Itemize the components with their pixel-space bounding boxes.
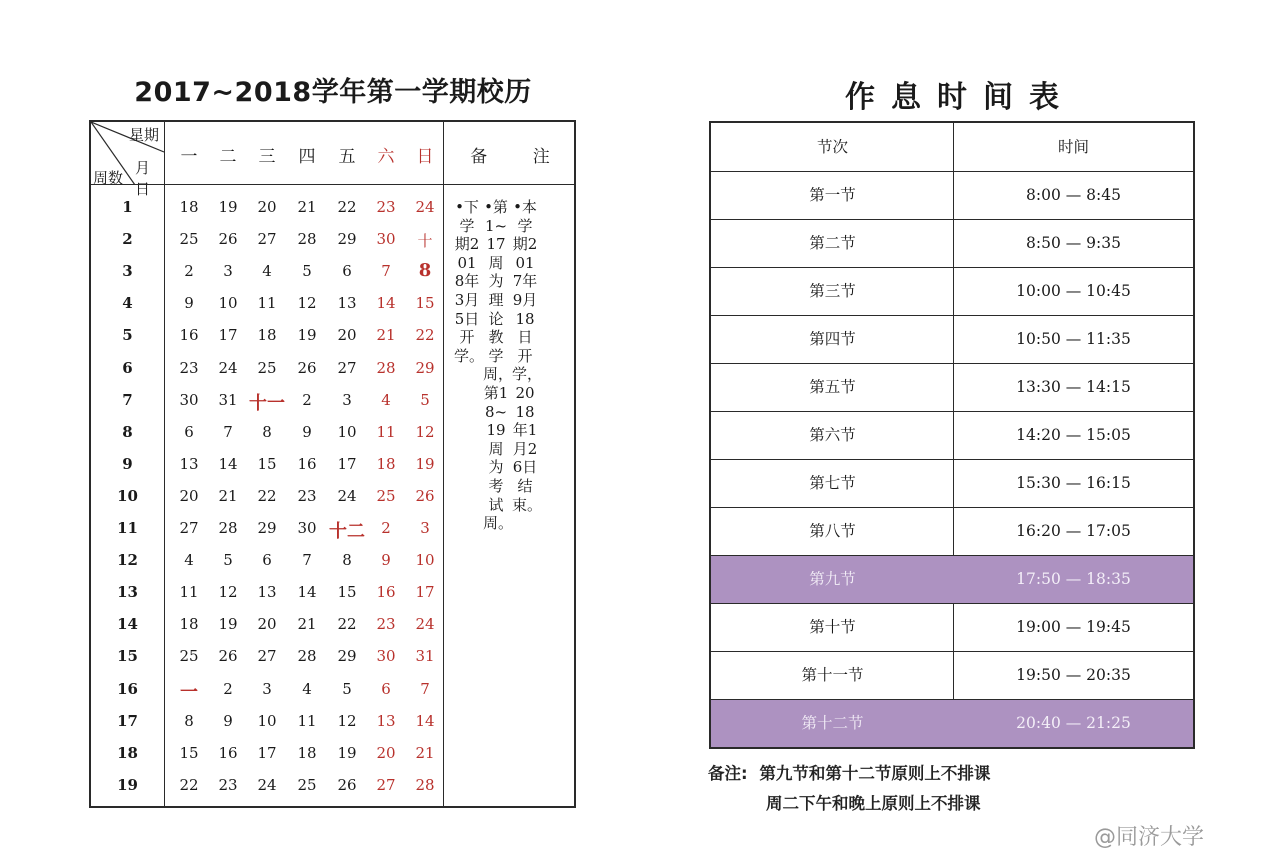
date-cell: 5 xyxy=(223,551,233,570)
date-cell: 18 xyxy=(257,326,277,345)
date-cell: 12 xyxy=(297,294,317,313)
week-number: 9 xyxy=(122,454,133,473)
date-cell: 22 xyxy=(337,198,357,216)
date-cell: 27 xyxy=(257,647,277,666)
notes-label: 备注: xyxy=(708,764,748,783)
period-time: 14:20 — 15:05 xyxy=(1016,426,1131,444)
period-time: 15:30 — 16:15 xyxy=(1016,474,1131,492)
date-cell: 5 xyxy=(342,679,352,698)
date-cell: 7 xyxy=(420,679,430,698)
schedule-row-divider xyxy=(711,267,1193,268)
schedule-row xyxy=(711,603,1193,651)
date-cell: 16 xyxy=(179,326,199,345)
date-cell: 2 xyxy=(302,390,312,409)
period-name: 第十节 xyxy=(809,618,856,636)
schedule-row xyxy=(711,315,1193,363)
date-cell: 12 xyxy=(415,422,435,441)
date-cell: 31 xyxy=(218,390,238,409)
week-number: 18 xyxy=(117,743,138,762)
date-cell: 31 xyxy=(415,647,435,666)
schedule-row-divider xyxy=(711,555,1193,556)
week-number: 1 xyxy=(122,198,133,216)
remark-column-2: •第1~17周为理论教学周，第18~19周为考试周。 xyxy=(483,198,514,533)
date-cell: 4 xyxy=(381,390,391,409)
month-marker-cell: 十二 xyxy=(329,521,365,542)
period-name: 第二节 xyxy=(809,234,856,252)
date-cell: 7 xyxy=(302,551,312,570)
date-cell: 16 xyxy=(376,583,396,602)
period-name: 第八节 xyxy=(809,522,856,540)
date-cell: 18 xyxy=(179,198,199,216)
date-cell: 21 xyxy=(376,326,396,345)
divider-header xyxy=(91,184,574,185)
schedule-row-divider xyxy=(711,651,1193,652)
date-cell: 6 xyxy=(184,422,194,441)
date-cell: 26 xyxy=(218,230,238,249)
date-cell: 28 xyxy=(297,230,317,249)
date-cell: 10 xyxy=(337,422,357,441)
schedule-row-divider xyxy=(711,459,1193,460)
date-cell: 13 xyxy=(337,294,357,313)
schedule-row xyxy=(711,411,1193,459)
date-cell: 12 xyxy=(337,711,357,730)
divider-remarks xyxy=(443,122,444,806)
notes-line-2: 周二下午和晚上原则上不排课 xyxy=(766,794,981,813)
date-cell: 18 xyxy=(179,615,199,634)
period-name: 第七节 xyxy=(809,474,856,492)
date-cell: 14 xyxy=(218,454,238,473)
period-time: 8:00 — 8:45 xyxy=(1026,186,1121,204)
header-period: 节次 xyxy=(816,138,848,156)
calendar-corner-header xyxy=(91,122,164,198)
date-cell: 9 xyxy=(184,294,194,313)
schedule-table xyxy=(709,121,1195,749)
date-cell: 25 xyxy=(179,647,199,666)
date-cell: 15 xyxy=(415,294,435,313)
date-cell: 15 xyxy=(337,583,357,602)
date-cell: 18 xyxy=(376,454,396,473)
schedule-row-divider xyxy=(711,315,1193,316)
month-marker-cell: 8 xyxy=(418,260,432,282)
date-cell: 13 xyxy=(376,711,396,730)
date-cell: 13 xyxy=(257,583,277,602)
date-cell: 28 xyxy=(218,519,238,537)
week-number: 11 xyxy=(117,519,138,537)
corner-label-week-number: 周数 xyxy=(93,169,124,187)
date-cell: 17 xyxy=(337,454,357,473)
period-time: 20:40 — 21:25 xyxy=(1016,714,1131,732)
date-cell: 11 xyxy=(297,711,317,730)
schedule-row xyxy=(711,219,1193,267)
schedule-row xyxy=(711,363,1193,411)
week-number: 3 xyxy=(122,262,133,281)
date-cell: 25 xyxy=(297,775,317,794)
date-cell: 29 xyxy=(337,230,357,249)
date-cell: 2 xyxy=(184,262,194,281)
week-number: 5 xyxy=(122,326,133,345)
date-cell: 21 xyxy=(218,486,238,505)
period-name: 第九节 xyxy=(809,570,856,588)
date-cell: 21 xyxy=(415,743,435,762)
date-cell: 11 xyxy=(376,422,396,441)
schedule-row-divider xyxy=(711,363,1193,364)
period-name: 第六节 xyxy=(809,426,856,444)
date-cell: 10 xyxy=(257,711,277,730)
date-cell: 27 xyxy=(376,775,396,794)
week-number: 7 xyxy=(122,390,133,409)
schedule-row-divider xyxy=(711,507,1193,508)
period-name: 第十二节 xyxy=(801,714,864,732)
date-cell: 6 xyxy=(342,262,352,281)
date-cell: 19 xyxy=(218,615,238,634)
date-cell: 19 xyxy=(415,454,435,473)
date-cell: 5 xyxy=(420,390,430,409)
date-cell: 22 xyxy=(415,326,435,345)
header-time: 时间 xyxy=(1057,138,1089,156)
period-time: 19:50 — 20:35 xyxy=(1016,666,1131,684)
date-cell: 24 xyxy=(415,198,435,216)
schedule-row xyxy=(711,171,1193,219)
date-cell: 30 xyxy=(179,390,199,409)
date-cell: 20 xyxy=(257,615,277,634)
date-cell: 24 xyxy=(415,615,435,634)
date-cell: 20 xyxy=(179,486,199,505)
schedule-row xyxy=(711,459,1193,507)
day-header-3: 三 xyxy=(258,147,276,167)
remark-column-3: •下学期2018年3月5日开学。 xyxy=(454,198,485,365)
schedule-row-divider xyxy=(711,219,1193,220)
date-cell: 29 xyxy=(337,647,357,666)
date-cell: 25 xyxy=(376,486,396,505)
date-cell: 19 xyxy=(297,326,317,345)
date-cell: 10 xyxy=(218,294,238,313)
date-cell: 12 xyxy=(218,583,238,602)
date-cell: 19 xyxy=(337,743,357,762)
date-cell: 18 xyxy=(297,743,317,762)
day-header-5: 五 xyxy=(338,147,356,167)
date-cell: 3 xyxy=(420,519,430,537)
date-cell: 28 xyxy=(415,775,435,794)
date-cell: 29 xyxy=(257,519,277,537)
week-number: 8 xyxy=(122,422,133,441)
date-cell: 2 xyxy=(381,519,391,537)
calendar-title: 2017~2018学年第一学期校历 xyxy=(134,77,532,108)
day-header-2: 二 xyxy=(219,147,237,167)
week-number: 4 xyxy=(122,294,133,313)
date-cell: 29 xyxy=(415,358,435,377)
date-cell: 14 xyxy=(415,711,435,730)
date-cell: 8 xyxy=(262,422,272,441)
date-cell: 十 xyxy=(417,232,433,251)
date-cell: 10 xyxy=(415,551,435,570)
date-cell: 23 xyxy=(376,615,396,634)
remark-column-1: •本学期2017年9月18日开学，2018年1月26日结束。 xyxy=(512,198,543,514)
period-name: 第十一节 xyxy=(801,666,864,684)
date-cell: 20 xyxy=(376,743,396,762)
week-number: 17 xyxy=(117,711,138,730)
week-number: 6 xyxy=(122,358,133,377)
date-cell: 24 xyxy=(337,486,357,505)
period-time: 19:00 — 19:45 xyxy=(1016,618,1131,636)
period-name: 第一节 xyxy=(809,186,856,204)
date-cell: 23 xyxy=(218,775,238,794)
date-cell: 17 xyxy=(257,743,277,762)
date-cell: 27 xyxy=(179,519,199,537)
date-cell: 25 xyxy=(257,358,277,377)
date-cell: 26 xyxy=(218,647,238,666)
date-cell: 11 xyxy=(257,294,277,313)
date-cell: 5 xyxy=(302,262,312,281)
week-number: 14 xyxy=(117,615,138,634)
period-name: 第四节 xyxy=(809,330,856,348)
date-cell: 3 xyxy=(262,679,272,698)
date-cell: 30 xyxy=(376,647,396,666)
schedule-row xyxy=(711,507,1193,555)
schedule-row xyxy=(711,699,1193,747)
date-cell: 19 xyxy=(218,198,238,216)
notes-line-1: 第九节和第十二节原则上不排课 xyxy=(759,764,991,783)
period-time: 8:50 — 9:35 xyxy=(1026,234,1121,252)
date-cell: 28 xyxy=(376,358,396,377)
date-cell: 16 xyxy=(297,454,317,473)
date-cell: 14 xyxy=(297,583,317,602)
schedule-row xyxy=(711,651,1193,699)
date-cell: 26 xyxy=(415,486,435,505)
date-cell: 24 xyxy=(257,775,277,794)
date-cell: 8 xyxy=(184,711,194,730)
date-cell: 27 xyxy=(257,230,277,249)
week-number: 19 xyxy=(117,775,138,794)
period-time: 10:50 — 11:35 xyxy=(1016,330,1131,348)
schedule-notes xyxy=(708,760,990,784)
day-header-1: 一 xyxy=(180,147,198,167)
week-number: 16 xyxy=(117,679,138,698)
divider-weeknum xyxy=(164,122,165,806)
date-cell: 23 xyxy=(297,486,317,505)
date-cell: 20 xyxy=(337,326,357,345)
date-cell: 30 xyxy=(376,230,396,249)
calendar-table xyxy=(89,120,576,808)
date-cell: 22 xyxy=(179,775,199,794)
date-cell: 22 xyxy=(257,486,277,505)
date-cell: 9 xyxy=(223,711,233,730)
month-marker-cell: 十一 xyxy=(249,392,285,414)
schedule-title: 作息时间表 xyxy=(845,80,1075,115)
date-cell: 26 xyxy=(297,358,317,377)
schedule-row xyxy=(711,267,1193,315)
date-cell: 13 xyxy=(179,454,199,473)
date-cell: 15 xyxy=(257,454,277,473)
date-cell: 9 xyxy=(381,551,391,570)
month-marker-cell: 一 xyxy=(180,681,198,703)
period-time: 16:20 — 17:05 xyxy=(1016,522,1131,540)
remarks-header: 备 注 xyxy=(470,147,570,167)
date-cell: 21 xyxy=(297,198,317,216)
date-cell: 7 xyxy=(381,262,391,281)
date-cell: 22 xyxy=(337,615,357,634)
schedule-row xyxy=(711,555,1193,603)
date-cell: 6 xyxy=(381,679,391,698)
day-header-7: 日 xyxy=(416,147,434,167)
week-number: 12 xyxy=(117,551,138,570)
date-cell: 2 xyxy=(223,679,233,698)
date-cell: 8 xyxy=(342,551,352,570)
date-cell: 14 xyxy=(376,294,396,313)
schedule-row-divider xyxy=(711,411,1193,412)
date-cell: 24 xyxy=(218,358,238,377)
date-cell: 16 xyxy=(218,743,238,762)
period-name: 第三节 xyxy=(809,282,856,300)
schedule-row-divider xyxy=(711,171,1193,172)
date-cell: 23 xyxy=(179,358,199,377)
period-time: 13:30 — 14:15 xyxy=(1016,378,1131,396)
date-cell: 11 xyxy=(179,583,199,602)
day-header-6: 六 xyxy=(377,147,395,167)
date-cell: 6 xyxy=(262,551,272,570)
period-time: 10:00 — 10:45 xyxy=(1016,282,1131,300)
weibo-watermark: @同济大学 xyxy=(1094,825,1205,850)
date-cell: 7 xyxy=(223,422,233,441)
date-cell: 3 xyxy=(223,262,233,281)
week-number: 15 xyxy=(117,647,138,666)
schedule-row-divider xyxy=(711,603,1193,604)
date-cell: 28 xyxy=(297,647,317,666)
date-cell: 26 xyxy=(337,775,357,794)
period-name: 第五节 xyxy=(809,378,856,396)
date-cell: 17 xyxy=(415,583,435,602)
date-cell: 27 xyxy=(337,358,357,377)
week-number: 13 xyxy=(117,583,138,602)
schedule-row-divider xyxy=(711,699,1193,700)
date-cell: 30 xyxy=(297,519,317,537)
date-cell: 4 xyxy=(262,262,272,281)
schedule-header-row xyxy=(711,123,1193,171)
date-cell: 21 xyxy=(297,615,317,634)
period-time: 17:50 — 18:35 xyxy=(1016,570,1131,588)
date-cell: 15 xyxy=(179,743,199,762)
corner-label-weekday: 星期 xyxy=(129,126,160,144)
date-cell: 4 xyxy=(302,679,312,698)
week-number: 10 xyxy=(117,486,138,505)
date-cell: 25 xyxy=(179,230,199,249)
date-cell: 3 xyxy=(342,390,352,409)
date-cell: 4 xyxy=(184,551,194,570)
week-number: 2 xyxy=(122,230,133,249)
date-cell: 17 xyxy=(218,326,238,345)
date-cell: 20 xyxy=(257,198,277,216)
date-cell: 9 xyxy=(302,422,312,441)
corner-label-month-day: 月日 xyxy=(135,159,151,198)
day-header-4: 四 xyxy=(298,147,316,167)
date-cell: 23 xyxy=(376,198,396,216)
